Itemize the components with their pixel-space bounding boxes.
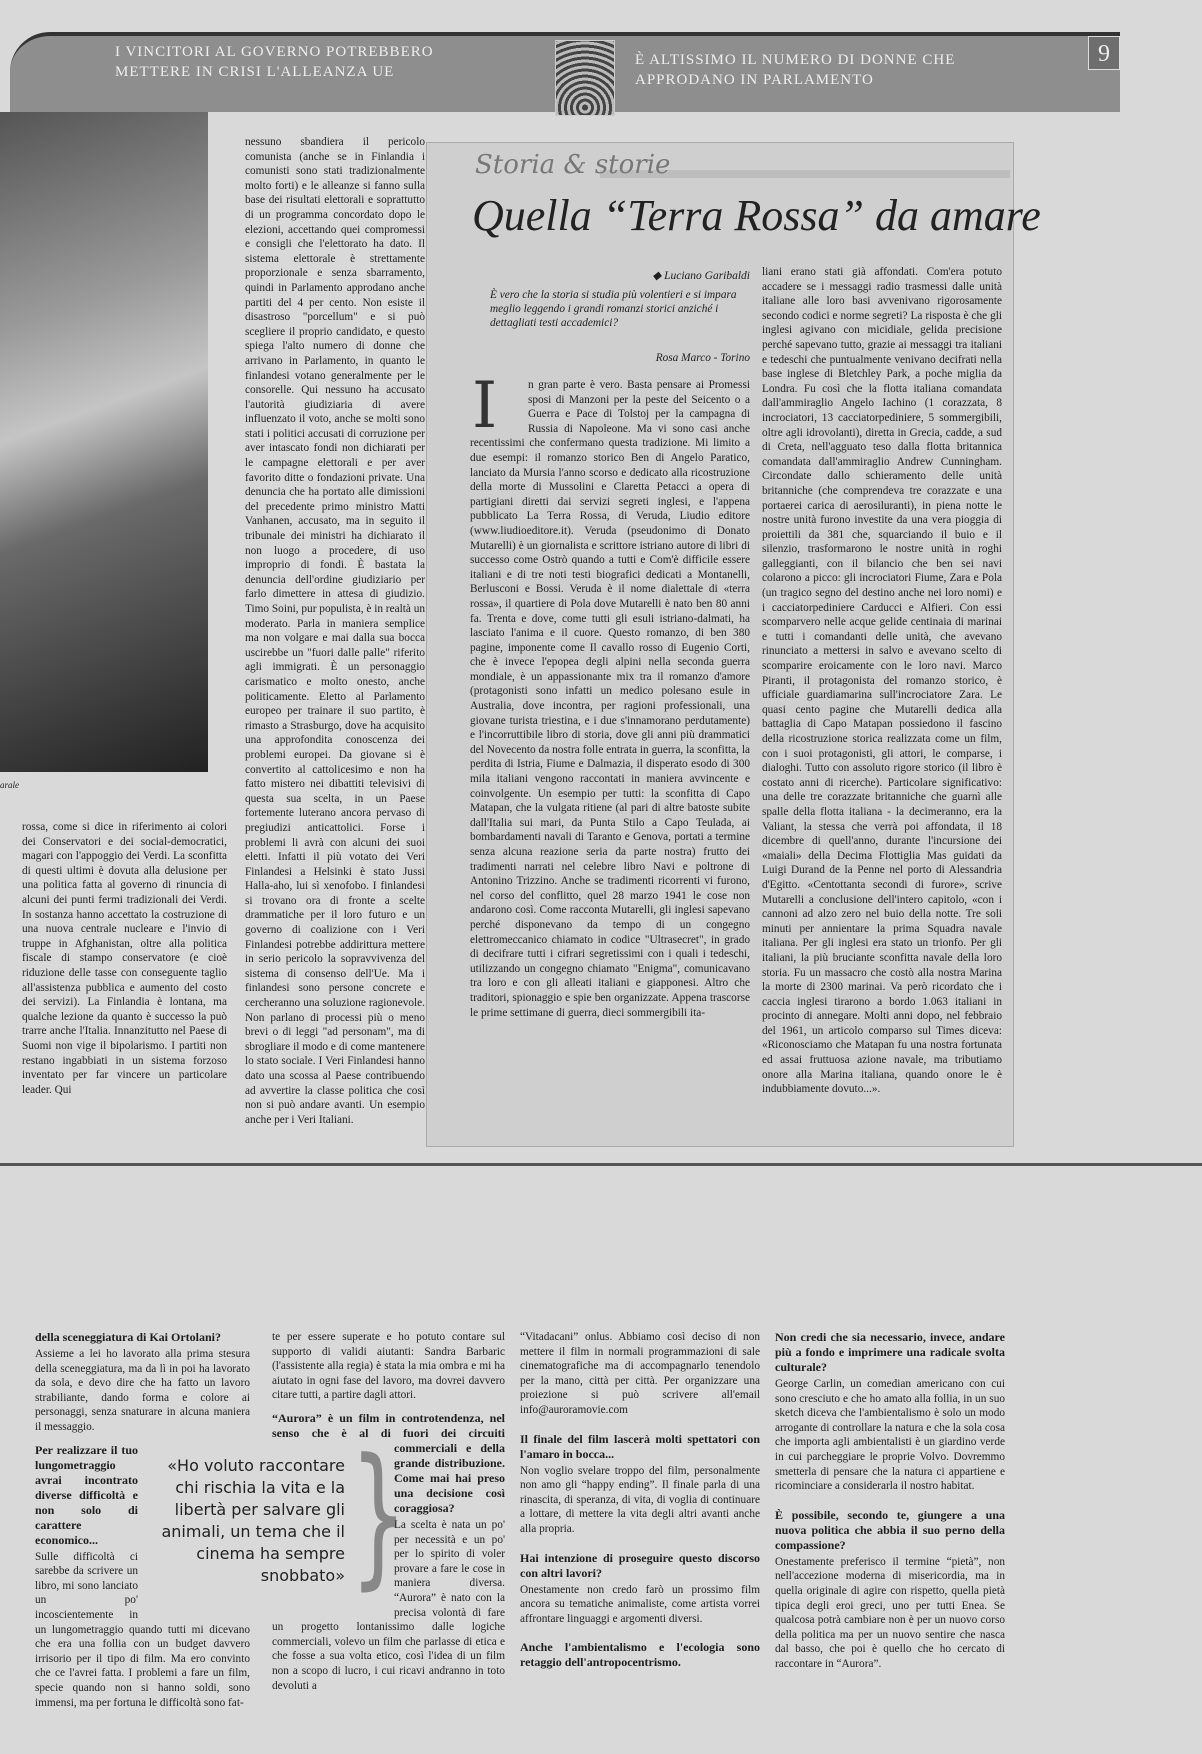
answer: Onestamente preferisco il termine “pietà”, non nell'accezione moderna di misericordia, ma in quella originale di agire con rispetto, quella pietà tipica degli eroi greci, uno per tutti Enea. Se qualcosa potrà cambiare non è per un nuovo corso della politica ma per un nuovo sentire che nasca dal basso, che poi è quello che ho cercato di raccontare in “Aurora”. (775, 1555, 1005, 1670)
reader-question: È vero che la storia si studia più volentieri e si impara meglio leggendo i grandi romanzi storici anziché i dettagliati testi accademici? (490, 289, 737, 329)
dropcap-space (470, 369, 528, 443)
parliament-emblem-image (555, 40, 615, 116)
question: Hai intenzione di proseguire questo discorso con altri lavori? (520, 1550, 760, 1580)
feature-column-b: liani erano stati già affondati. Com'era potuto accadere se i messaggi radio trasmessi dalle unità italiane alle loro basi avvenivano rigorosamente secondo codici e norme segreti? La risposta è che gli inglesi agivano con micidiale, gelida precisione perché sapevano tutto, grazie ai messaggi tra italiani e tedeschi che puntualmente venivano decifrati nella base inglese di Bletchley Park, a poche miglia da Londra. Fu così che la flotta italiana comandata dall'ammiraglio Angelo Iachino (1 corazzata, 8 incrociatori, 13 cacciatorpediniere, 5 sommergibili, oltre agli idrovolanti), diretta in Grecia, cadde, a sud di Creta, nell'agguato teso dalla flotta britannica comandata dall'ammiraglio Andrew Cunningham. Circondate dallo schieramento delle unità britanniche (che comprendeva tre corazzate e una portaerei carica di aerosiluranti), in piena notte le nostre unità furono investite da una vera pioggia di proiettili da 381 che, squarciando il buio e il silenzio, trasformarono le nostre unità in roghi galleggianti, con il bilancio che ben sei navi colarono a picco: gli incrociatori Fiume, Zara e Pola (un tragico segno del destino anche nei loro nomi) e i cacciatorpediniere Carducci e Alfieri. Con essi scomparvero nelle acque gelide centinaia di marinai e tutti i comandanti delle unità, che avevano rinunciato a mettersi in salvo e avevano scelto di scomparire eroicamente con le loro navi. Marco Piranti, il protagonista del romanzo storico, è ufficiale guardiamarina sull'incrociatore Zara. Le quasi cento pagine che Mutarelli dedica alla battaglia di Capo Matapan possiedono il fascino della ricostruzione storica realizzata come un film, con i suoi protagonisti, gli attori, le comparse, i dialoghi. Tutto con assoluto rigore storico (il libro è costato anni di ricerche). Particolare significativo: una delle tre corazzate britanniche che guarnì alle spalle della flotta italiana - la decimeranno, era la Valiant, la stessa che verrà poi affondata, il 18 dicembre di quell'anno, durante l'incursione dei «maiali» della Decima Flottiglia Mas guidati da Luigi Durand de la Penne nel porto di Alessandria d'Egitto. «Centottanta secondi di furore», scrive Mutarelli a conclusione dell'intero capitolo, «con i cannoni ad alzo zero nel buio della notte. Tre soli minuti per annientare la prima Squadra navale italiana. Per gli inglesi era stato un trionfo. Per gli italiani, la più bruciante sconfitta navale della loro storia. Fu un massacro che costò alla nostra Marina la morte di 2300 marinai. Va però ricordato che i caccia inglesi tirarono a bordo 1.063 italiani in procinto di annegare. Molti anni dopo, nel febbraio del 1961, un articolo comparso sul Times diceva: «Riconosciamo che Matapan fu una nostra fortunata ed assai fruttuosa azione navale, ma tributiamo onore alla Marina italiana, quando onore le è indubbiamente dovuto...». (762, 266, 1002, 1096)
answer: Assieme a lei ho lavorato alla prima stesura della sceneggiatura, ma da lì in poi ha lavorato da sola, e devo dire che ha fatto un lavoro strabiliante, dando forma e colore ai personaggi, senza snaturare in alcuna maniera il messaggio. (35, 1348, 250, 1433)
question: Per realizzare il tuo lungometraggio avrai incontrato diverse difficoltà e non solo di carattere economico... (35, 1442, 138, 1547)
interview-column-3 (520, 1330, 760, 1670)
answer: “Vitadacani” onlus. Abbiamo così deciso di non mettere il film in normali programmazioni di sale cinematografiche ma di accompagnarlo tenendolo per la mano, città per città. Per organizzare una proiezione si può scrivere all'email info@auroramovie.com (520, 1331, 760, 1416)
answer: George Carlin, un comedian americano con cui sono cresciuto e che ho amato alla follia, in un suo sketch diceva che l'ambientalismo è solo un modo arrogante di controllare la natura e che la sola cosa che importa agli ambientalisti è un giardino verde in cui parcheggiare le proprie Volvo. Dovremmo smetterla di pensare che la natura ci appartiene e ricominciare a considerarla il nostro habitat. (775, 1378, 1005, 1493)
feature-column-a-text: n gran parte è vero. Basta pensare ai Promessi sposi di Manzoni per la peste del Seicento o a Guerra e Pace di Tolstoj per la campagna di Russia di Napoleone. Ma vi sono casi anche recentissimi che confermano questa tradizione. Mi limito a due esempi: il romanzo storico Ben di Angelo Paratico, lanciato da Mursia l'anno scorso e dedicato alla ricostruzione della morte di Mussolini e Claretta Petacci a opera di partigiani diretti dai servizi segreti inglesi, e l'appena pubblicato La Terra Rossa, di Veruda, Liudio editore (www.liudioeditore.it). Veruda (pseudonimo di Donato Mutarelli) è un giornalista e scrittore istriano autore di libri di successo come Ostrò quando a tutti e Com'è difficile essere italiani e di tre noti testi biografici dedicati a Montanelli, Berlusconi e Bossi. Veruda è il nome dialettale di «terra rossa», il quartiere di Pola dove Mutarelli è nato ben 80 anni fa. Trenta e dove, come tutti gli esuli istriano-dalmati, ha lasciato l'anima e il cuore. Questo romanzo, di ben 380 pagine, imponente come Il cavallo rosso di Eugenio Corti, che è invece l'epopea degli alpini nella seconda guerra mondiale, è un appassionante mix tra il romanzo d'amore (protagonisti sono infatti un medico polesano esule in Australia, dove incontra, per ragioni professionali, una giovane turista triestina, e i due s'innamorano perdutamente) e l'incorruttibile libro di storia, dove gli anni più drammatici del Novecento da nostra folle entrata in guerra, la sconfitta, la perdita di Istria, Fiume e Dalmazia, il disperato esodo di 300 mila italiani vengono raccontati in maniera avvincente e coinvolgente. Un esempio per tutti: la sconfitta di Capo Matapan, che la vulgata ritiene (al pari di altre batoste subite dall'Italia sui mari, da Punta Stilo a Capo Teulada, ai bombardamenti navali di Taranto e Genova, portati a termine senza alcuna reazione seria da parte nostra) frutto dei tradimenti narrati nel celebre libro Navi e poltrone di Antonino Trizzino. Anche se tradimenti ricorrenti vi furono, nel corso del conflitto, quel 28 marzo 1941 le cose non andarono così. Come racconta Mutarelli, gli inglesi sapevano perché disponevano da tempo di un congegno elettromeccanico chiamato in codice "Ultrasecret", in grado di decifrare tutti i cifrari segretissimi con i quali i tedeschi, utilizzando un congegno chiamato "Enigma", comunicavano tra loro e con gli alleati italiani e giapponesi. Altro che traditori, spionaggio e spie ben organizzate. Appena trascorse le prime settimane di guerra, dieci sommergibili ita- (470, 379, 750, 1019)
answer: Non voglio svelare troppo del film, personalmente non amo gli “happy ending”. Il finale parla di una rinascita, di speranza, di vita, di voglia di continuare a lottare, di mettere la vita degli altri avanti anche alla propria. (520, 1464, 760, 1535)
section-divider (0, 1163, 1202, 1166)
brace-decoration: } (350, 1426, 408, 1605)
pull-quote-space (272, 1455, 394, 1620)
question: della sceneggiatura di Kai Ortolani? (35, 1330, 221, 1344)
left-article-column-1: rossa, come si dice in riferimento ai colori dei Conservatori e dei social-democratici, magari con l'appoggio dei Verdi. La sconfitta di questi ultimi è dovuta alla delusione per una politica fatta al governo di rinuncia di alcuni dei punti fermi tradizionali dei Verdi. In sostanza hanno accettato la costruzione di una nuova centrale nucleare e l'invio di truppe in Afghanistan, oltre alla politica fiscale di stampo conservatore (e cioè riduzione delle tasse con conseguente taglio all'assistenza pubblica e aumento del costo dei servizi). La Finlandia è lontana, ma qualche lezione da quanto è successo la può trarre anche l'Italia. Innanzitutto nel Paese di Suomi non vige il bipolarismo. I partiti non restano ingabbiati in un sistema forzoso inventato per far vincere un particolare leader. Qui (22, 821, 227, 1096)
feature-column-a (470, 369, 750, 1140)
pull-quote: «Ho voluto raccontare chi rischia la vita e la libertà per salvare gli animali, un tema che il cinema ha sempre snobbato» (161, 1456, 345, 1585)
rubric: Storia & storie (475, 150, 671, 180)
left-article-column-2: nessuno sbandiera il pericolo comunista (anche se in Finlandia i comunisti sono stati tradizionalmente molto forti) e le alleanze si fanno sulla base dei risultati elettorali e soprattutto di un programma concordato dopo le elezioni, accettando quei compromessi e consigli che l'elettorato ha dato. Il sistema elettorale è strettamente proporzionale e senza sbarramento, quindi in Parlamento approdano anche partiti del 4 per cento. Non esiste il disastroso "porcellum" e si può scegliere il proprio candidato, e questo spiega l'alto numero di donne che arrivano in Parlamento, in quanto le finlandesi votano generalmente per le consorelle. Qui nessuno ha accusato l'autorità giudiziaria di avere influenzato il voto, anche se molti sono stati i politici accusati di corruzione per aver intascato fondi non dichiarati per le campagne elettorali e per aver favorito ditte o fondazioni private. Una denuncia che ha portato alle dimissioni del precedente primo ministro Matti Vanhanen, accusato, ma in seguito il tribunale dei ministri ha dichiarato il non luogo a procedere, di uso improprio di fondi. È bastata la denuncia dell'ordine giudiziario per farlo dimettere in attesa di giudizio. Timo Soini, pur populista, è in realtà un moderato. Parla in maniera semplice ma non volgare e mai dalla sua bocca uscirebbe un "fuori dalle palle" riferito agli immigrati. È un personaggio carismatico e molto onesto, anche politicamente. Eletto al Parlamento europeo per trainare il suo partito, è rimasto a Strasburgo, dove ha acquisito una approfondita conoscenza dei problemi europei. Da giovane si è convertito al cattolicesimo e non ha fatto mistero nei dibattiti televisivi di questa sua scelta, in un Paese fortemente luterano ancora pervaso di pregiudizi anticattolici. Forse i problemi li avrà con alcuni dei suoi eletti. Infatti il più votato dei Veri Finlandesi a Helsinki è stato Jussi Halla-aho, lui sì xenofobo. I finlandesi si trovano ora di fronte a scelte drammatiche per il loro futuro e un governo di coalizione con i Veri Finlandesi potrebbe addirittura mettere in serio pericolo la sopravvivenza del sistema di consenso dell'Ue. Ma i finlandesi sono persone concrete e cercheranno una soluzione ragionevole. Non parlano di processi più o meno brevi o di leggi "ad personam", ma di sbrogliare il modo e di come mantenere lo stato sociale. I Veri Finlandesi hanno dato una scossa al Paese contribuendo ad avvertire la classe politica che così non si può andare avanti. Un esempio anche per i Veri Italiani. (245, 136, 425, 1126)
drop-cap: I (472, 369, 498, 443)
section-header-band (10, 32, 1120, 112)
left-kicker: I VINCITORI AL GOVERNO POTREBBERO METTERE IN CRISI L'ALLEANZA UE (115, 44, 434, 80)
article-photo (0, 112, 208, 772)
question: Anche l'ambientalismo e l'ecologia sono retaggio dell'antropocentrismo. (520, 1640, 760, 1670)
right-kicker: È ALTISSIMO IL NUMERO DI DONNE CHE APPRODANO IN PARLAMENTO (635, 52, 956, 88)
question: Non credi che sia necessario, invece, andare più a fondo e imprimere una radicale svolta culturale? (775, 1330, 1005, 1374)
feature-title: Quella “Terra Rossa” da amare (472, 191, 1041, 240)
reader-signature: Rosa Marco - Torino (655, 352, 750, 364)
interview-column-2 (272, 1330, 505, 1693)
answer: La scelta è nata un po' per necessità e un po' per lo spirito di voler provare a fare le cose in maniera diversa. “Aurora” è nato con la precisa volontà di fare un progetto lontanissimo dalle logiche commerciali, volevo un film che parlasse di etica e che fosse a sua volta etico, così l'idea di un film non a scopo di lucro, i cui ricavi andranno in toto devoluti a (272, 1518, 505, 1692)
question: Il finale del film lascerà molti spettatori con l'amaro in bocca... (520, 1431, 760, 1461)
page-number: 9 (1088, 36, 1120, 70)
answer: Onestamente non credo farò un prossimo film ancora su tematiche animaliste, come artista vorrei affrontare linguaggi e argomenti diversi. (520, 1583, 760, 1625)
answer: te per essere superate e ho potuto contare sul supporto di validi aiutanti: Sandra Barbaric (l'assistente alla regia) è stata la mia ombra e mi ha aiutato in ogni fase del lavoro, ma dovrei davvero citare tutti, a partire dagli attori. (272, 1331, 505, 1402)
question: “Aurora” è un film in controtendenza, nel senso che è al di fuori dei circuiti commerciali e della grande distribuzione. Come mai hai preso una decisione così coraggiosa? (272, 1410, 505, 1515)
interview-column-4 (775, 1330, 1005, 1672)
photo-caption: arale (0, 780, 19, 790)
answer: Sulle difficoltà ci sarebbe da scrivere un libro, mi sono lanciato un po' incoscientemente in un lungometraggio quando tutti mi dicevano che era una follia con un budget davvero irrisorio per il tipo di film. Ma ero convinto che ce l'avrei fatta. I problemi a fare un film, specie quando non si hanno soldi, sono immensi, ma per fortuna le difficoltà sono fat- (35, 1550, 250, 1709)
question: È possibile, secondo te, giungere a una nuova politica che abbia il suo perno della compassione? (775, 1507, 1005, 1552)
byline: ◆ Luciano Garibaldi (652, 270, 750, 282)
